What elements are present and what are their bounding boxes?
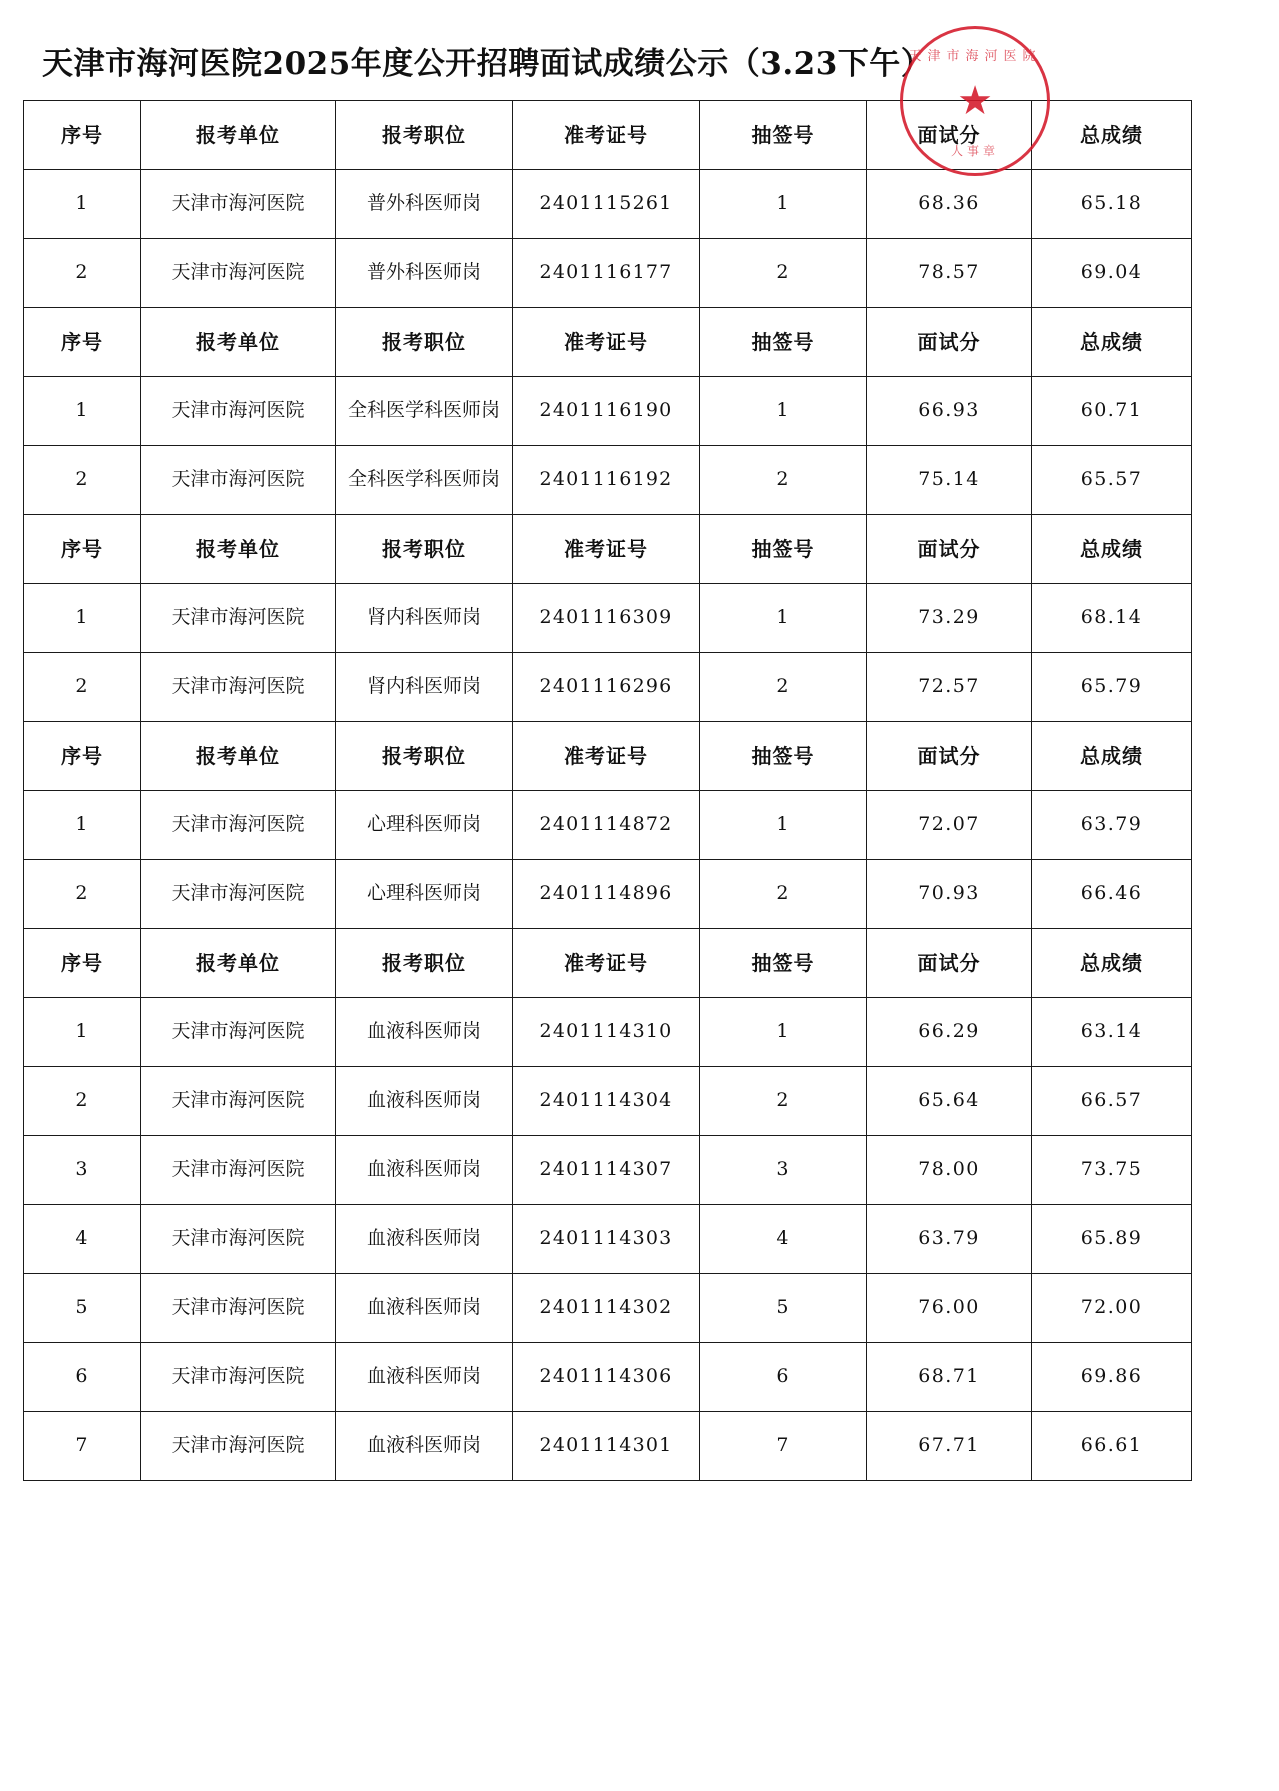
table-row	[24, 1067, 1192, 1136]
table-row	[24, 1343, 1192, 1412]
table-row	[24, 377, 1192, 446]
table-cell: 心理科医师岗	[336, 791, 513, 860]
table-header-row	[24, 101, 1192, 170]
table-cell: 1	[700, 791, 867, 860]
table-cell: 2401116177	[513, 239, 700, 308]
table-cell: 血液科医师岗	[336, 1136, 513, 1205]
column-header: 报考单位	[141, 515, 336, 584]
table-cell: 2401114301	[513, 1412, 700, 1481]
table-cell: 天津市海河医院	[141, 1136, 336, 1205]
table-cell: 66.61	[1032, 1412, 1192, 1481]
table-row	[24, 584, 1192, 653]
column-header: 总成绩	[1032, 515, 1192, 584]
table-row	[24, 1412, 1192, 1481]
table-cell: 78.00	[867, 1136, 1032, 1205]
column-header: 总成绩	[1032, 308, 1192, 377]
table-cell: 天津市海河医院	[141, 170, 336, 239]
table-cell: 1	[700, 377, 867, 446]
table-cell: 心理科医师岗	[336, 860, 513, 929]
column-header: 准考证号	[513, 308, 700, 377]
table-cell: 3	[700, 1136, 867, 1205]
table-row	[24, 446, 1192, 515]
table-cell: 66.57	[1032, 1067, 1192, 1136]
table-row	[24, 1274, 1192, 1343]
table-cell: 天津市海河医院	[141, 1067, 336, 1136]
table-header-row	[24, 515, 1192, 584]
table-cell: 2	[700, 653, 867, 722]
column-header: 面试分	[867, 722, 1032, 791]
column-header: 面试分	[867, 101, 1032, 170]
column-header: 准考证号	[513, 101, 700, 170]
table-cell: 75.14	[867, 446, 1032, 515]
table-cell: 1	[24, 791, 141, 860]
table-cell: 2401114896	[513, 860, 700, 929]
table-cell: 2401114302	[513, 1274, 700, 1343]
table-cell: 66.46	[1032, 860, 1192, 929]
column-header: 抽签号	[700, 929, 867, 998]
table-cell: 天津市海河医院	[141, 446, 336, 515]
table-cell: 天津市海河医院	[141, 1343, 336, 1412]
column-header: 抽签号	[700, 722, 867, 791]
table-cell: 2	[24, 446, 141, 515]
table-cell: 全科医学科医师岗	[336, 377, 513, 446]
table-cell: 血液科医师岗	[336, 1274, 513, 1343]
table-cell: 天津市海河医院	[141, 998, 336, 1067]
table-cell: 2	[700, 860, 867, 929]
column-header: 抽签号	[700, 308, 867, 377]
column-header: 报考单位	[141, 101, 336, 170]
column-header: 序号	[24, 929, 141, 998]
column-header: 总成绩	[1032, 929, 1192, 998]
table-cell: 76.00	[867, 1274, 1032, 1343]
table-cell: 2401115261	[513, 170, 700, 239]
table-cell: 60.71	[1032, 377, 1192, 446]
column-header: 面试分	[867, 308, 1032, 377]
column-header: 抽签号	[700, 101, 867, 170]
table-row	[24, 998, 1192, 1067]
column-header: 准考证号	[513, 515, 700, 584]
table-cell: 1	[24, 998, 141, 1067]
table-header-row	[24, 929, 1192, 998]
table-cell: 2401114303	[513, 1205, 700, 1274]
table-cell: 血液科医师岗	[336, 1205, 513, 1274]
table-cell: 2	[24, 239, 141, 308]
table-cell: 普外科医师岗	[336, 170, 513, 239]
table-cell: 天津市海河医院	[141, 1412, 336, 1481]
table-cell: 2401114310	[513, 998, 700, 1067]
table-cell: 血液科医师岗	[336, 1067, 513, 1136]
column-header: 总成绩	[1032, 101, 1192, 170]
table-cell: 6	[24, 1343, 141, 1412]
column-header: 序号	[24, 308, 141, 377]
table-cell: 普外科医师岗	[336, 239, 513, 308]
interview-scores-table	[23, 100, 1192, 1481]
table-cell: 2401114306	[513, 1343, 700, 1412]
column-header: 准考证号	[513, 929, 700, 998]
table-cell: 全科医学科医师岗	[336, 446, 513, 515]
table-cell: 2	[24, 653, 141, 722]
table-row	[24, 791, 1192, 860]
table-cell: 72.57	[867, 653, 1032, 722]
table-cell: 2401116309	[513, 584, 700, 653]
table-cell: 2401114872	[513, 791, 700, 860]
table-cell: 67.71	[867, 1412, 1032, 1481]
table-cell: 4	[24, 1205, 141, 1274]
table-cell: 73.75	[1032, 1136, 1192, 1205]
table-cell: 3	[24, 1136, 141, 1205]
table-cell: 70.93	[867, 860, 1032, 929]
table-cell: 1	[700, 584, 867, 653]
table-cell: 2	[24, 860, 141, 929]
table-header-row	[24, 308, 1192, 377]
table-cell: 69.04	[1032, 239, 1192, 308]
table-cell: 5	[700, 1274, 867, 1343]
seal-top-text: 天津市海河医院	[908, 49, 1042, 64]
table-cell: 1	[700, 998, 867, 1067]
table-cell: 肾内科医师岗	[336, 584, 513, 653]
seal-star-icon: ★	[957, 78, 993, 123]
table-cell: 65.18	[1032, 170, 1192, 239]
column-header: 序号	[24, 101, 141, 170]
column-header: 报考职位	[336, 515, 513, 584]
seal-bottom-text: 人事章	[950, 144, 999, 158]
table-row	[24, 239, 1192, 308]
table-cell: 天津市海河医院	[141, 377, 336, 446]
table-cell: 天津市海河医院	[141, 860, 336, 929]
table-row	[24, 860, 1192, 929]
table-cell: 2	[24, 1067, 141, 1136]
table-cell: 2401116190	[513, 377, 700, 446]
column-header: 报考职位	[336, 929, 513, 998]
table-cell: 68.36	[867, 170, 1032, 239]
table-body	[24, 101, 1192, 1481]
column-header: 面试分	[867, 515, 1032, 584]
table-cell: 2401116192	[513, 446, 700, 515]
table-cell: 78.57	[867, 239, 1032, 308]
table-cell: 65.89	[1032, 1205, 1192, 1274]
table-row	[24, 653, 1192, 722]
table-cell: 63.14	[1032, 998, 1192, 1067]
table-cell: 63.79	[867, 1205, 1032, 1274]
table-cell: 1	[700, 170, 867, 239]
table-cell: 天津市海河医院	[141, 584, 336, 653]
table-cell: 65.79	[1032, 653, 1192, 722]
table-cell: 血液科医师岗	[336, 998, 513, 1067]
table-cell: 血液科医师岗	[336, 1343, 513, 1412]
column-header: 报考单位	[141, 722, 336, 791]
column-header: 序号	[24, 722, 141, 791]
table-cell: 7	[700, 1412, 867, 1481]
table-cell: 2	[700, 446, 867, 515]
table-cell: 天津市海河医院	[141, 239, 336, 308]
table-cell: 血液科医师岗	[336, 1412, 513, 1481]
table-cell: 6	[700, 1343, 867, 1412]
column-header: 面试分	[867, 929, 1032, 998]
table-cell: 69.86	[1032, 1343, 1192, 1412]
column-header: 报考职位	[336, 722, 513, 791]
column-header: 总成绩	[1032, 722, 1192, 791]
table-cell: 5	[24, 1274, 141, 1343]
table-cell: 肾内科医师岗	[336, 653, 513, 722]
table-cell: 2401114307	[513, 1136, 700, 1205]
table-header-row	[24, 722, 1192, 791]
table-cell: 天津市海河医院	[141, 1205, 336, 1274]
table-cell: 66.93	[867, 377, 1032, 446]
table-cell: 73.29	[867, 584, 1032, 653]
table-cell: 68.14	[1032, 584, 1192, 653]
table-cell: 2401116296	[513, 653, 700, 722]
table-cell: 4	[700, 1205, 867, 1274]
table-cell: 天津市海河医院	[141, 1274, 336, 1343]
table-cell: 65.64	[867, 1067, 1032, 1136]
table-cell: 66.29	[867, 998, 1032, 1067]
table-cell: 2	[700, 1067, 867, 1136]
table-cell: 2	[700, 239, 867, 308]
table-cell: 1	[24, 170, 141, 239]
table-cell: 63.79	[1032, 791, 1192, 860]
table-cell: 2401114304	[513, 1067, 700, 1136]
column-header: 报考职位	[336, 308, 513, 377]
page-title: 天津市海河医院2025年度公开招聘面试成绩公示（3.23下午）	[42, 46, 933, 82]
table-cell: 68.71	[867, 1343, 1032, 1412]
table-cell: 天津市海河医院	[141, 791, 336, 860]
table-row	[24, 170, 1192, 239]
table-cell: 天津市海河医院	[141, 653, 336, 722]
table-cell: 72.00	[1032, 1274, 1192, 1343]
column-header: 报考职位	[336, 101, 513, 170]
table-cell: 65.57	[1032, 446, 1192, 515]
table-row	[24, 1136, 1192, 1205]
column-header: 准考证号	[513, 722, 700, 791]
column-header: 报考单位	[141, 308, 336, 377]
table-cell: 1	[24, 377, 141, 446]
column-header: 报考单位	[141, 929, 336, 998]
table-cell: 72.07	[867, 791, 1032, 860]
column-header: 抽签号	[700, 515, 867, 584]
table-row	[24, 1205, 1192, 1274]
table-cell: 7	[24, 1412, 141, 1481]
table-cell: 1	[24, 584, 141, 653]
column-header: 序号	[24, 515, 141, 584]
